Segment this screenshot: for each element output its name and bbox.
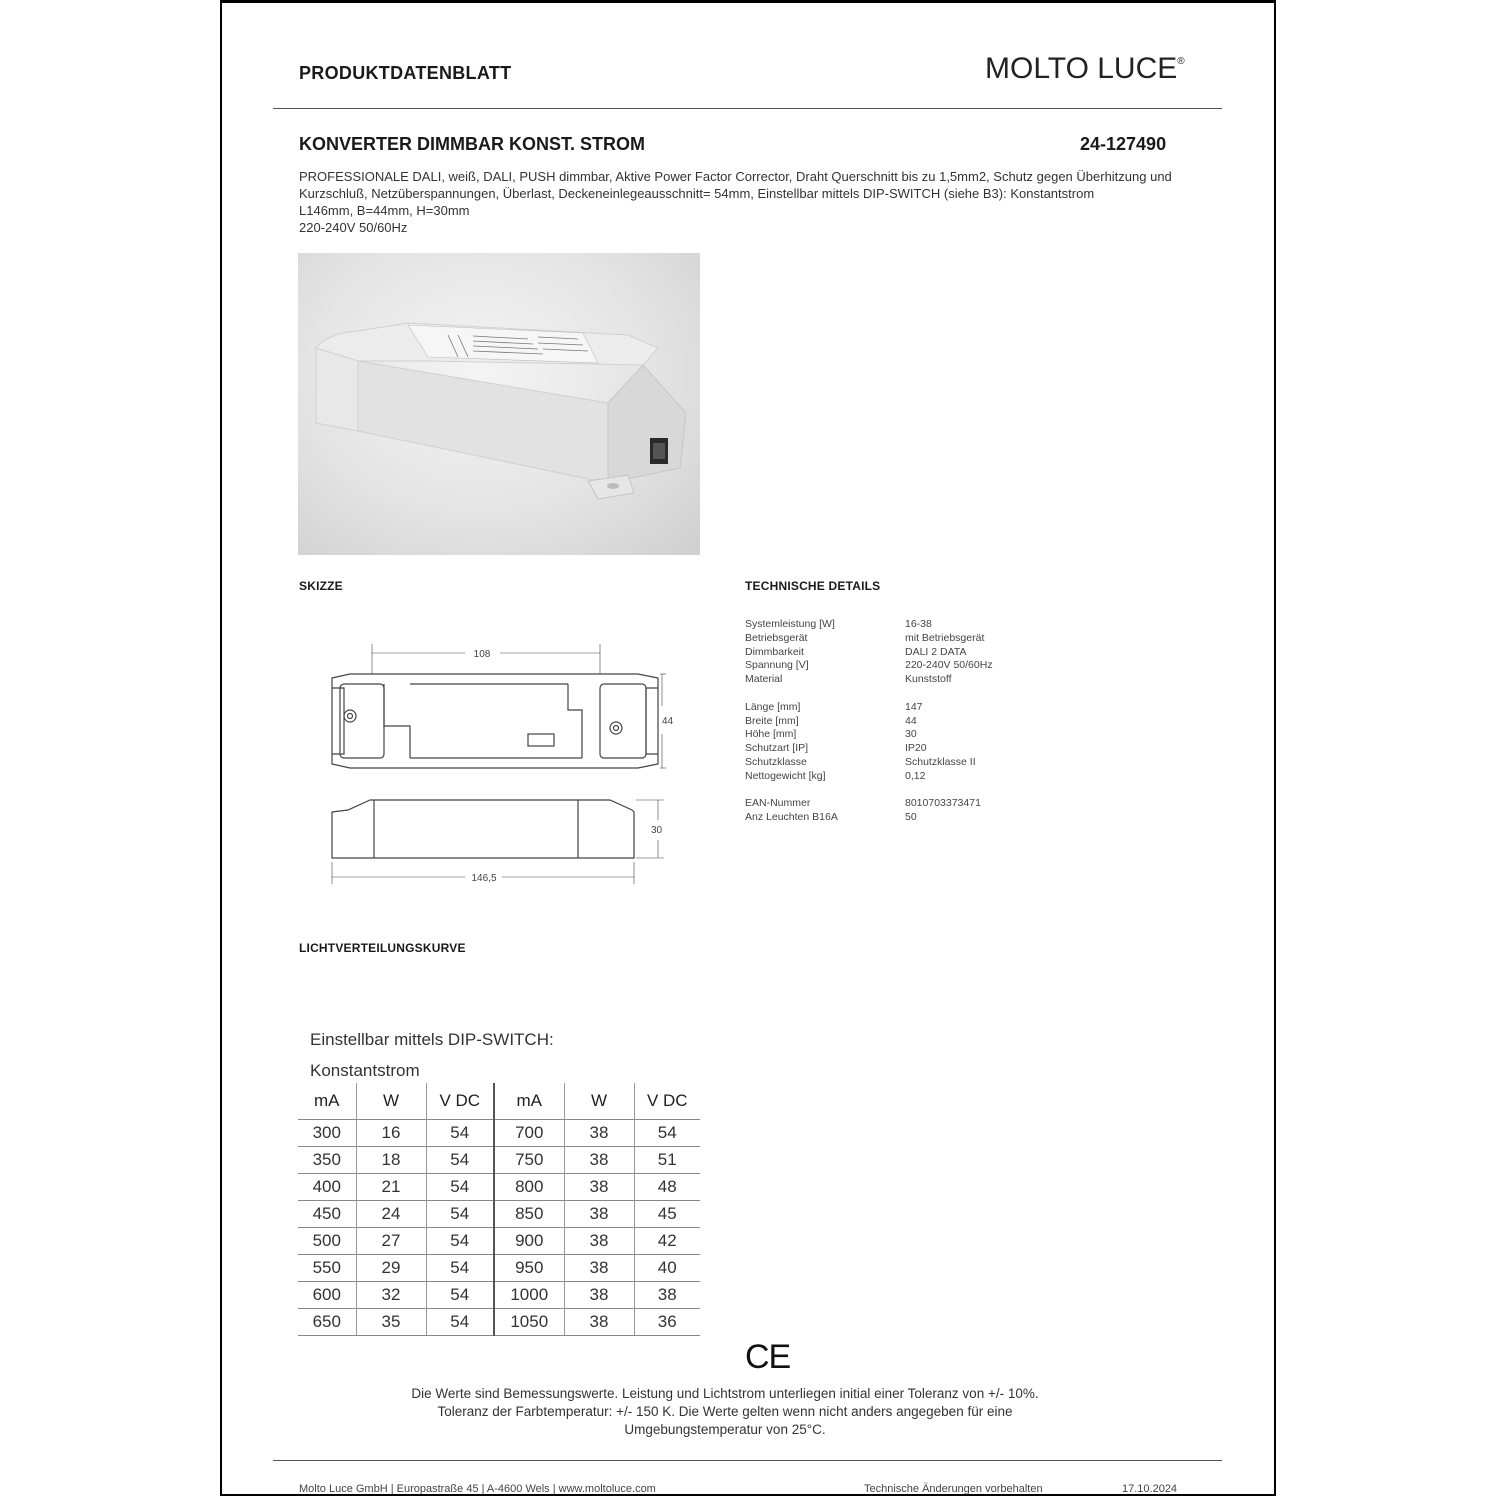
constant-current-heading: Konstantstrom [310,1061,420,1080]
table-cell: 24 [356,1201,426,1228]
table-cell: 45 [634,1201,700,1228]
table-cell: 700 [494,1120,564,1147]
tech-details-list [745,618,993,825]
product-code: 24-127490 [1080,134,1167,154]
spec-row [745,756,993,770]
column-header: W [564,1083,634,1120]
table-header-row [298,1083,700,1120]
table-cell: 18 [356,1147,426,1174]
column-header: V DC [646,1091,688,1110]
table-cell: 850 [494,1201,564,1228]
table-cell: 32 [356,1282,426,1309]
spec-value: 8010703373471 [905,797,981,810]
table-row [298,1282,700,1309]
table-cell: 35 [356,1309,426,1336]
description-line: PROFESSIONALE DALI, weiß, DALI, PUSH dimmbar, Aktive Power Factor Corrector, Draht Querschnitt bis zu 1,5mm2, Schutz gegen Überhitzung und [299,169,1172,184]
spec-value: 30 [905,728,917,741]
table-row [298,1147,700,1174]
column-header: mA [494,1083,564,1120]
table-cell: 42 [634,1228,700,1255]
table-row [298,1309,700,1336]
table-cell: 800 [494,1174,564,1201]
table-cell: 48 [634,1174,700,1201]
table-cell: 950 [494,1255,564,1282]
spec-row [745,701,993,715]
spec-key: Betriebsgerät [745,631,808,644]
dip-switch-table [298,1083,700,1336]
table-cell: 54 [426,1228,494,1255]
spec-value: Schutzklasse II [905,755,976,768]
table-cell: 21 [356,1174,426,1201]
table-cell: 750 [494,1147,564,1174]
table-row [298,1120,700,1147]
spec-row [745,797,993,811]
notice-line: Umgebungstemperatur von 25°C. [624,1422,826,1437]
table-cell: 38 [564,1147,634,1174]
product-description [299,168,1179,236]
spec-key: Nettogewicht [kg] [745,769,826,782]
table-cell: 36 [634,1309,700,1336]
table-cell: 54 [634,1120,700,1147]
table-row [298,1228,700,1255]
spec-key: Breite [mm] [745,714,799,727]
spec-row [745,811,993,825]
spec-value: 147 [905,700,923,713]
spec-key: Material [745,673,783,686]
table-cell: 400 [298,1174,356,1201]
spec-row [745,646,993,660]
table-cell: 54 [426,1282,494,1309]
table-cell: 54 [426,1309,494,1336]
spec-row [745,770,993,784]
table-cell: 27 [356,1228,426,1255]
sketch-section-heading: SKIZZE [299,579,343,593]
spec-key: Anz Leuchten B16A [745,811,838,824]
table-cell: 38 [564,1282,634,1309]
brand-logo-text: MOLTO LUCE [985,52,1178,85]
spec-value: 0,12 [905,769,926,782]
table-cell: 54 [426,1120,494,1147]
table-cell: 900 [494,1228,564,1255]
table-cell: 38 [634,1282,700,1309]
spec-key: EAN-Nummer [745,797,811,810]
table-cell: 550 [298,1255,356,1282]
spec-value: 44 [905,714,917,727]
spec-value: DALI 2 DATA [905,645,967,658]
spec-key: Länge [mm] [745,700,801,713]
table-cell: 1000 [494,1282,564,1309]
spec-value: 16-38 [905,618,932,630]
table-cell: 38 [564,1309,634,1336]
column-header: W [356,1083,426,1120]
table-cell: 600 [298,1282,356,1309]
footer-divider [273,1460,1222,1461]
table-row [298,1255,700,1282]
tech-details-section-heading: TECHNISCHE DETAILS [745,579,881,593]
spec-key: Spannung [V] [745,659,809,672]
table-cell: 500 [298,1228,356,1255]
description-line: Kurzschluß, Netzüberspannungen, Überlast, Deckeneinlegeausschnitt= 54mm, Einstellbar mittels DIP-SWITCH (siehe B3): Konstantstrom [299,186,1095,201]
table-cell: 38 [564,1255,634,1282]
light-distribution-section-heading: LICHTVERTEILUNGSKURVE [299,941,466,955]
table-row [298,1174,700,1201]
spec-row [745,632,993,646]
table-cell: 38 [564,1120,634,1147]
registered-mark: ® [1177,56,1185,67]
dimension-label-height-side: 44 [662,716,674,727]
spec-key: Höhe [mm] [745,728,797,741]
spec-row [745,618,993,632]
header-divider [273,108,1222,109]
table-cell: 51 [634,1147,700,1174]
spec-value: 220-240V 50/60Hz [905,659,993,672]
table-cell: 54 [426,1147,494,1174]
table-cell: 29 [356,1255,426,1282]
spec-key: Schutzart [IP] [745,742,809,755]
table-cell: 38 [564,1228,634,1255]
spec-row [745,742,993,756]
table-cell: 350 [298,1147,356,1174]
tolerance-notice [370,1385,1080,1439]
spec-row [745,673,993,687]
spec-row [745,715,993,729]
dimension-label-length: 146,5 [471,873,497,884]
spec-value: 50 [905,811,917,824]
spec-spacer [745,784,993,798]
spec-value: Kunststoff [905,673,952,686]
table-cell: 40 [634,1255,700,1282]
table-cell: 1050 [494,1309,564,1336]
spec-key: Schutzklasse [745,755,807,768]
document-type-heading: PRODUKTDATENBLATT [299,63,512,83]
footer-disclaimer: Technische Änderungen vorbehalten [864,1483,1043,1495]
column-header: V DC [426,1083,494,1120]
dimension-label-height-profile: 30 [651,825,663,836]
footer-date: 17.10.2024 [1122,1483,1178,1495]
dimension-sketch [320,636,680,896]
spec-key: Dimmbarkeit [745,645,804,658]
description-line: L146mm, B=44mm, H=30mm [299,203,470,218]
dimension-label-width-top: 108 [473,649,491,660]
notice-line: Die Werte sind Bemessungswerte. Leistung und Lichtstrom unterliegen initial einer Toleranz von +/- 10%. [411,1386,1039,1401]
spec-value: mit Betriebsgerät [905,631,985,644]
brand-logo [985,52,1185,86]
dip-switch-heading: Einstellbar mittels DIP-SWITCH: [310,1030,554,1049]
table-cell: 450 [298,1201,356,1228]
table-cell: 54 [426,1174,494,1201]
ce-mark-icon: CE [745,1338,791,1376]
table-row [298,1201,700,1228]
spec-key: Systemleistung [W] [745,618,835,630]
spec-value: IP20 [905,742,927,755]
notice-line: Toleranz der Farbtemperatur: +/- 150 K. Die Werte gelten wenn nicht anders angegeben für eine [437,1404,1013,1419]
product-photo [298,253,700,555]
driver-box-illustration [298,253,700,555]
description-line: 220-240V 50/60Hz [299,220,408,235]
product-title: KONVERTER DIMMBAR KONST. STROM [299,134,645,154]
column-header: mA [298,1083,356,1120]
table-cell: 38 [564,1174,634,1201]
table-cell: 54 [426,1255,494,1282]
footer-company-info: Molto Luce GmbH | Europastraße 45 | A-4600 Wels | www.moltoluce.com [299,1483,656,1495]
spec-spacer [745,687,993,701]
table-cell: 16 [356,1120,426,1147]
table-cell: 38 [564,1201,634,1228]
spec-row [745,659,993,673]
spec-row [745,728,993,742]
table-cell: 650 [298,1309,356,1336]
table-cell: 54 [426,1201,494,1228]
table-cell: 300 [298,1120,356,1147]
